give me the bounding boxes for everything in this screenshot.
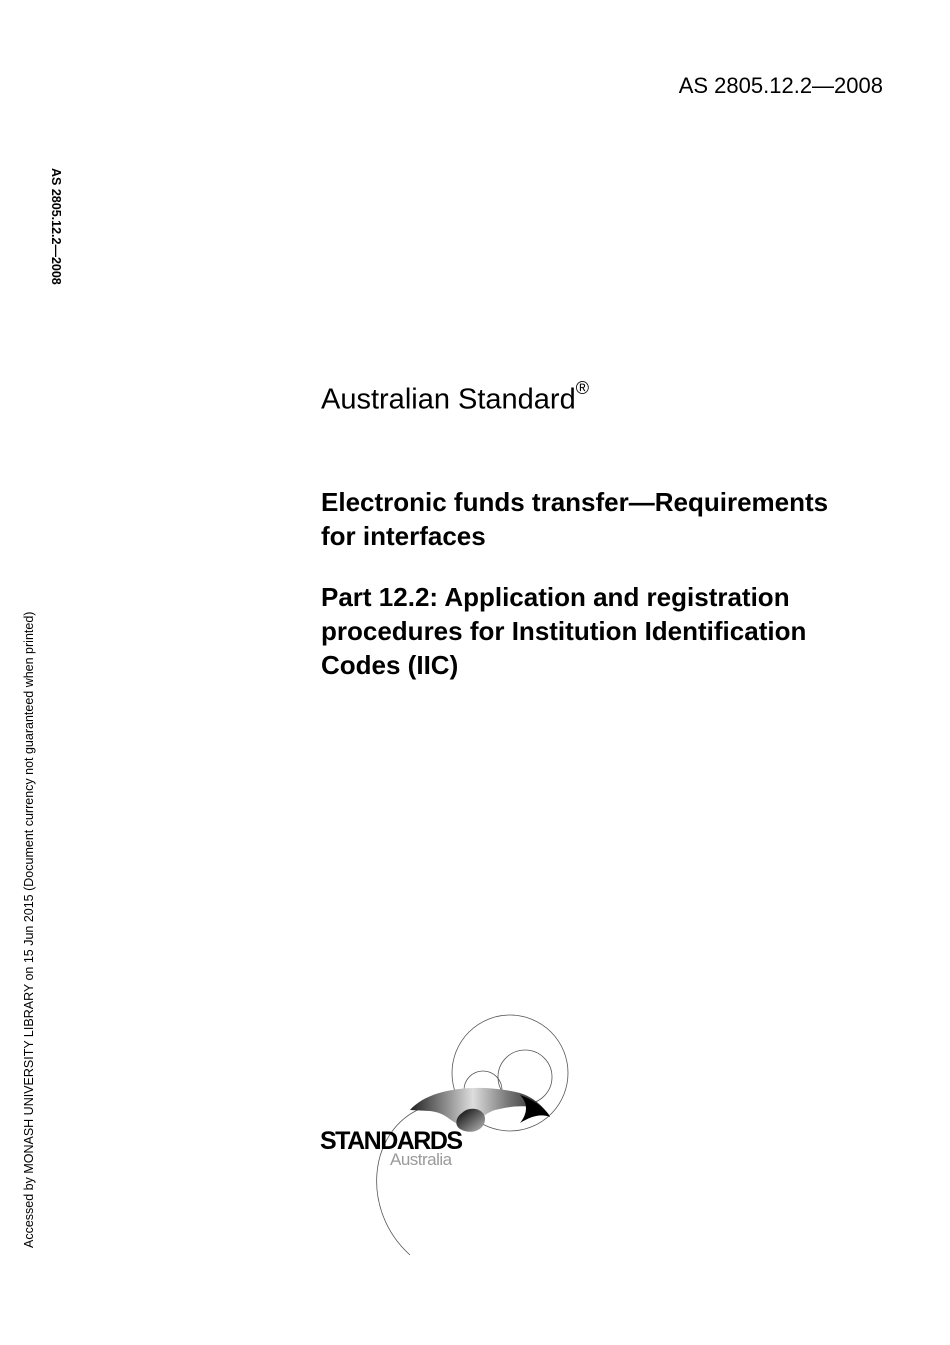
title-line: for interfaces [321,521,486,551]
document-number-header: AS 2805.12.2—2008 [678,73,883,98]
document-title [321,485,911,553]
part-title-line: Codes (IIC) [321,650,459,680]
spine-document-number: AS 2805.12.2—2008 [49,168,63,285]
standard-type-label: Australian Standard [321,383,576,416]
registered-mark: ® [575,378,589,398]
standard-type-heading [321,378,589,417]
access-note: Accessed by MONASH UNIVERSITY LIBRARY on 15 Jun 2015 (Document currency not guaranteed when printed) [22,611,36,1248]
logo-wordmark: STANDARDS [320,1127,462,1155]
part-title-line: procedures for Institution Identification [321,616,807,646]
title-line: Electronic funds transfer—Requirements [321,487,829,517]
logo-subword: Australia [390,1150,452,1169]
part-title [321,580,911,682]
part-title-line: Part 12.2: Application and registration [321,582,790,612]
